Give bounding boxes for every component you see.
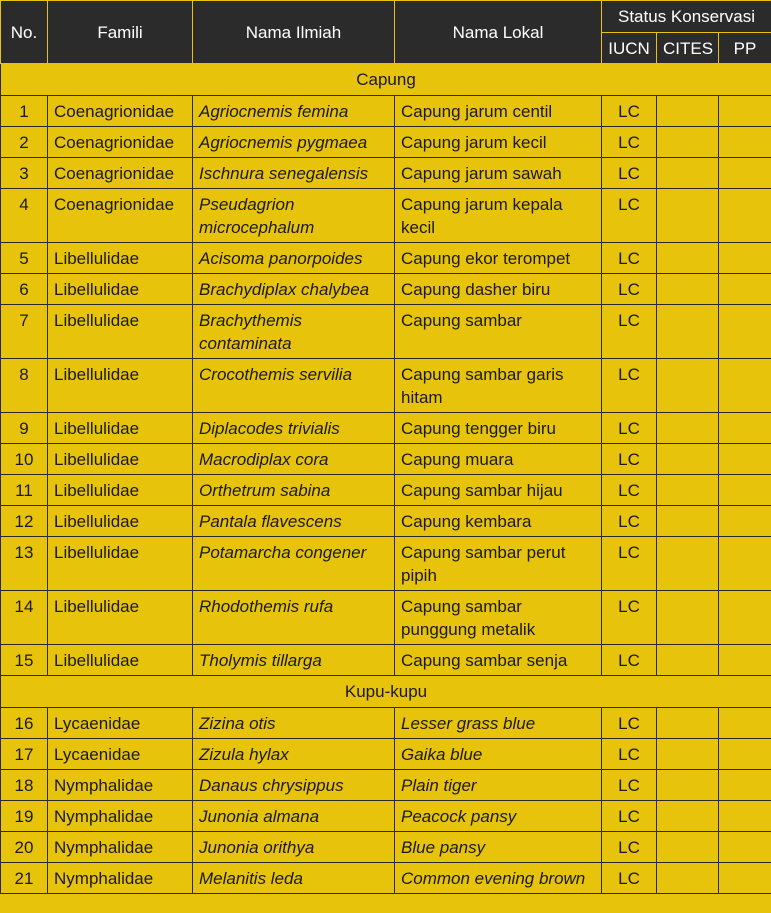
nama-ilmiah-cell: Macrodiplax cora [193,444,395,475]
nama-ilmiah-cell: Crocothemis servilia [193,359,395,413]
famili-cell: Nymphalidae [48,801,193,832]
nama-lokal-cell: Capung sambar hijau [395,475,602,506]
nama-ilmiah-cell: Agriocnemis pygmaea [193,127,395,158]
nama-lokal-cell: Capung sambar senja [395,645,602,676]
nama-lokal-cell: Capung ekor terompet [395,243,602,274]
nama-lokal-cell: Capung sambar perut pipih [395,537,602,591]
famili-cell: Coenagrionidae [48,127,193,158]
row-number: 3 [1,158,48,189]
famili-cell: Libellulidae [48,506,193,537]
cites-cell [657,189,719,243]
row-number: 1 [1,96,48,127]
famili-cell: Coenagrionidae [48,96,193,127]
pp-cell [719,127,771,158]
cites-cell [657,832,719,863]
nama-ilmiah-cell: Acisoma panorpoides [193,243,395,274]
cites-cell [657,413,719,444]
cites-cell [657,739,719,770]
pp-cell [719,708,771,739]
pp-cell [719,506,771,537]
iucn-cell: LC [602,863,657,894]
iucn-cell: LC [602,591,657,645]
table-row [1,863,771,894]
cites-cell [657,591,719,645]
row-number: 17 [1,739,48,770]
iucn-cell: LC [602,475,657,506]
cites-cell [657,708,719,739]
iucn-cell: LC [602,739,657,770]
row-number: 13 [1,537,48,591]
iucn-cell: LC [602,444,657,475]
nama-lokal-cell: Capung tengger biru [395,413,602,444]
famili-cell: Libellulidae [48,645,193,676]
nama-ilmiah-cell: Zizula hylax [193,739,395,770]
pp-cell [719,444,771,475]
nama-ilmiah-cell: Junonia orithya [193,832,395,863]
header-nama-ilmiah: Nama Ilmiah [193,1,395,64]
row-number: 18 [1,770,48,801]
pp-cell [719,189,771,243]
cites-cell [657,127,719,158]
iucn-cell: LC [602,832,657,863]
nama-lokal-cell: Capung jarum centil [395,96,602,127]
nama-lokal-cell: Common evening brown [395,863,602,894]
pp-cell [719,832,771,863]
table-row [1,274,771,305]
iucn-cell: LC [602,645,657,676]
nama-ilmiah-cell: Melanitis leda [193,863,395,894]
iucn-cell: LC [602,274,657,305]
nama-lokal-cell: Capung sambar [395,305,602,359]
table-row [1,537,771,591]
table-row [1,739,771,770]
table-header [1,1,771,64]
cites-cell [657,158,719,189]
row-number: 4 [1,189,48,243]
iucn-cell: LC [602,96,657,127]
nama-lokal-cell: Peacock pansy [395,801,602,832]
row-number: 16 [1,708,48,739]
table-row [1,591,771,645]
famili-cell: Libellulidae [48,537,193,591]
pp-cell [719,770,771,801]
famili-cell: Libellulidae [48,475,193,506]
row-number: 2 [1,127,48,158]
table-row [1,305,771,359]
nama-ilmiah-cell: Junonia almana [193,801,395,832]
iucn-cell: LC [602,189,657,243]
cites-cell [657,863,719,894]
table-row [1,127,771,158]
nama-lokal-cell: Plain tiger [395,770,602,801]
cites-cell [657,305,719,359]
pp-cell [719,801,771,832]
table-row [1,243,771,274]
row-number: 5 [1,243,48,274]
iucn-cell: LC [602,413,657,444]
cites-cell [657,537,719,591]
table-row [1,359,771,413]
nama-ilmiah-cell: Pseudagrion microcephalum [193,189,395,243]
nama-lokal-cell: Capung muara [395,444,602,475]
section-row [1,64,771,96]
table-row [1,189,771,243]
nama-ilmiah-cell: Orthetrum sabina [193,475,395,506]
table-row [1,708,771,739]
row-number: 12 [1,506,48,537]
row-number: 8 [1,359,48,413]
nama-lokal-cell: Capung dasher biru [395,274,602,305]
pp-cell [719,413,771,444]
nama-lokal-cell: Capung jarum kepala kecil [395,189,602,243]
nama-lokal-cell: Gaika blue [395,739,602,770]
pp-cell [719,739,771,770]
cites-cell [657,475,719,506]
famili-cell: Nymphalidae [48,770,193,801]
header-nama-lokal: Nama Lokal [395,1,602,64]
header-status-konservasi: Status Konservasi [602,1,771,33]
pp-cell [719,359,771,413]
pp-cell [719,537,771,591]
famili-cell: Libellulidae [48,413,193,444]
famili-cell: Coenagrionidae [48,189,193,243]
iucn-cell: LC [602,359,657,413]
nama-ilmiah-cell: Pantala flavescens [193,506,395,537]
table-row [1,506,771,537]
cites-cell [657,359,719,413]
row-number: 14 [1,591,48,645]
cites-cell [657,645,719,676]
nama-lokal-cell: Capung sambar punggung metalik [395,591,602,645]
nama-ilmiah-cell: Brachythemis contaminata [193,305,395,359]
nama-lokal-cell: Capung kembara [395,506,602,537]
pp-cell [719,645,771,676]
pp-cell [719,591,771,645]
table-row [1,475,771,506]
row-number: 9 [1,413,48,444]
cites-cell [657,444,719,475]
nama-ilmiah-cell: Zizina otis [193,708,395,739]
header-iucn: IUCN [602,33,657,64]
famili-cell: Lycaenidae [48,739,193,770]
famili-cell: Libellulidae [48,243,193,274]
cites-cell [657,274,719,305]
iucn-cell: LC [602,801,657,832]
iucn-cell: LC [602,158,657,189]
table-row [1,801,771,832]
nama-ilmiah-cell: Ischnura senegalensis [193,158,395,189]
nama-ilmiah-cell: Potamarcha congener [193,537,395,591]
nama-lokal-cell: Lesser grass blue [395,708,602,739]
nama-ilmiah-cell: Diplacodes trivialis [193,413,395,444]
cites-cell [657,243,719,274]
row-number: 15 [1,645,48,676]
pp-cell [719,96,771,127]
row-number: 19 [1,801,48,832]
pp-cell [719,475,771,506]
famili-cell: Lycaenidae [48,708,193,739]
section-title: Capung [1,64,771,96]
cites-cell [657,770,719,801]
pp-cell [719,243,771,274]
table-row [1,444,771,475]
nama-ilmiah-cell: Danaus chrysippus [193,770,395,801]
row-number: 7 [1,305,48,359]
table-row [1,158,771,189]
header-pp: PP [719,33,771,64]
table-body [1,64,771,894]
iucn-cell: LC [602,537,657,591]
table-row [1,96,771,127]
header-cites: CITES [657,33,719,64]
nama-lokal-cell: Blue pansy [395,832,602,863]
row-number: 21 [1,863,48,894]
table-row [1,832,771,863]
iucn-cell: LC [602,305,657,359]
nama-ilmiah-cell: Agriocnemis femina [193,96,395,127]
nama-ilmiah-cell: Brachydiplax chalybea [193,274,395,305]
nama-ilmiah-cell: Tholymis tillarga [193,645,395,676]
pp-cell [719,158,771,189]
row-number: 6 [1,274,48,305]
cites-cell [657,506,719,537]
iucn-cell: LC [602,506,657,537]
famili-cell: Nymphalidae [48,863,193,894]
section-title: Kupu-kupu [1,676,771,708]
cites-cell [657,96,719,127]
pp-cell [719,305,771,359]
table-row [1,413,771,444]
famili-cell: Nymphalidae [48,832,193,863]
famili-cell: Libellulidae [48,359,193,413]
table-row [1,770,771,801]
table-row [1,645,771,676]
iucn-cell: LC [602,708,657,739]
nama-lokal-cell: Capung jarum sawah [395,158,602,189]
row-number: 10 [1,444,48,475]
row-number: 11 [1,475,48,506]
pp-cell [719,274,771,305]
famili-cell: Libellulidae [48,591,193,645]
iucn-cell: LC [602,770,657,801]
nama-lokal-cell: Capung jarum kecil [395,127,602,158]
header-no: No. [1,1,48,64]
header-famili: Famili [48,1,193,64]
iucn-cell: LC [602,127,657,158]
nama-lokal-cell: Capung sambar garis hitam [395,359,602,413]
iucn-cell: LC [602,243,657,274]
row-number: 20 [1,832,48,863]
famili-cell: Coenagrionidae [48,158,193,189]
famili-cell: Libellulidae [48,274,193,305]
famili-cell: Libellulidae [48,444,193,475]
cites-cell [657,801,719,832]
section-row [1,676,771,708]
pp-cell [719,863,771,894]
famili-cell: Libellulidae [48,305,193,359]
nama-ilmiah-cell: Rhodothemis rufa [193,591,395,645]
